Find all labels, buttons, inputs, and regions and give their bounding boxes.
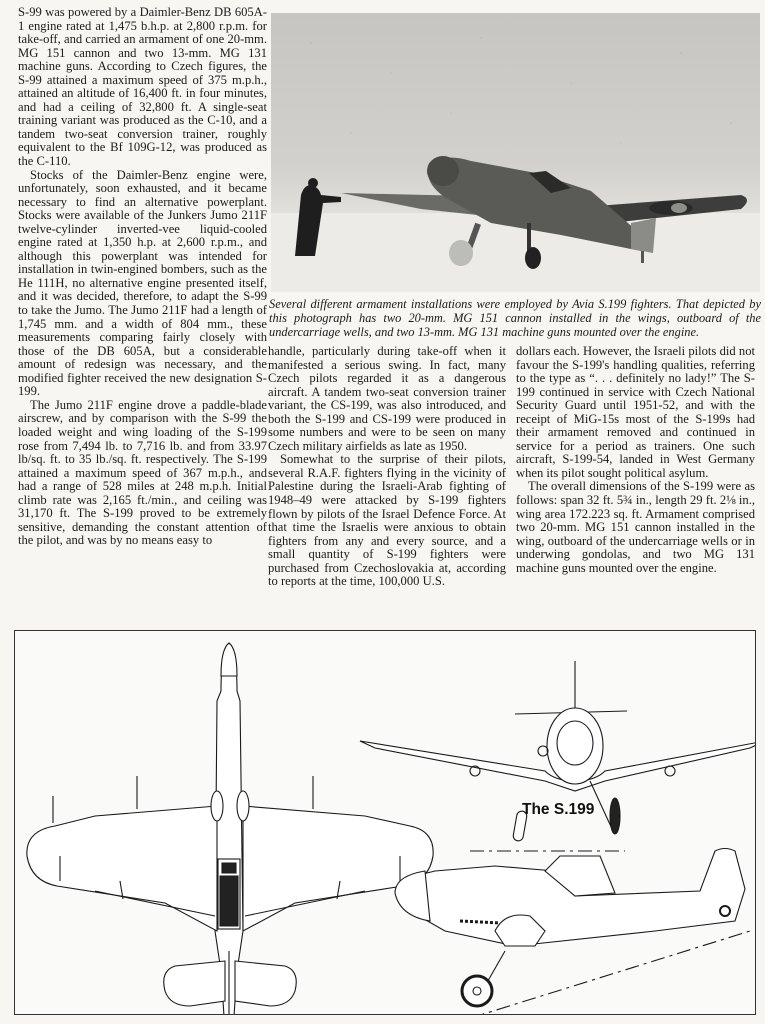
front-view	[360, 661, 755, 851]
article-column-right	[516, 345, 755, 575]
paragraph: Somewhat to the surprise of their pilots, several R.A.F. fighters flying in the vicinity of Palestine during the Israeli-Arab fighting of 1948–49 were attacked by S-199 fighters flown by pilots of the Israel Defence Force. At that time the Israelis were anxious to obtain fighters from any and every source, and a small quantity of S-199 fighters were purchased from Czechoslovakia at, according to reports at the time, 100,000 U.S.	[268, 452, 506, 589]
three-view-drawing	[14, 630, 756, 1015]
article-column-left	[18, 6, 267, 548]
paragraph: The Jumo 211F engine drove a paddle-blade airscrew, and by comparison with the S-99 the loaded weight and wing loading of the S-199 rose from 7,494 lb. to 7,716 lb. and from 33.97 lb/sq. ft. to 35 lb./sq. ft. respectively. The S-199 attained a maximum speed of 367 m.p.h., and had a range of 528 miles at 248 m.p.h. Initial climb rate was 2,165 ft./min., and ceiling was 31,170 ft. The S-199 proved to be extremely sensitive, demanding the constant attention of the pilot, and was by no means easy to	[18, 397, 267, 548]
aircraft-photo	[271, 13, 760, 292]
plan-view	[27, 643, 433, 1014]
drawing-title: The S.199	[522, 801, 595, 818]
side-profile	[395, 849, 750, 1015]
paragraph: handle, particularly during take-off when it manifested a serious swing. In fact, many Czech pilots regarded it as a dangerous aircraft. A tandem two-seat conversion trainer variant, the CS-199, was also introduced, and both the S-199 and CS-199 were produced in some numbers and were to be seen on many Czech military airfields as late as 1950.	[268, 344, 506, 453]
paragraph: dollars each. However, the Israeli pilots did not favour the S-199's handling qualities, referring to the type as “. . . definitely no lady!” The S-199 continued in service with Czech National Security Guard until 1951-52, and with the receipt of MiG-15s most of the S-199s had their armament removed and continued in service for a period as trainers. One such aircraft, S-199-54, landed in West Germany when its pilot sought political asylum.	[516, 344, 755, 480]
paragraph: S-99 was powered by a Daimler-Benz DB 605A-1 engine rated at 1,475 b.h.p. at 2,800 r.p.m. for take-off, and carried an armament of one 20-mm. MG 151 cannon and two 13-mm. MG 131 machine guns. According to Czech figures, the S-99 attained a maximum speed of 375 m.p.h., attained an altitude of 16,400 ft. in four minutes, and had a ceiling of 32,800 ft. A single-seat training variant was produced as the C-10, and a tandem two-seat conversion trainer, roughly equivalent to the Bf 109G-12, was produced as the C-110.	[18, 5, 267, 169]
paragraph: The overall dimensions of the S-199 were as follows: span 32 ft. 5¾ in., length 29 ft. 2⅛ in., wing area 172.223 sq. ft. Armament comprised two 20-mm. MG 151 cannon installed in the wing, outboard of the undercarriage wells or in underwing gondolas, and two MG 131 machine guns mounted over the engine.	[516, 479, 755, 575]
photo-caption: Several different armament installations were employed by Avia S.199 fighters. That depicted by this photograph has two 20-mm. MG 151 cannon installed in the wings, outboard of the undercarriage wells, and two 13-mm. MG 131 machine guns mounted over the engine.	[269, 297, 761, 339]
paragraph: Stocks of the Daimler-Benz engine were, unfortunately, soon exhausted, and it became necessary to find an alternative powerplant. Stocks were available of the Junkers Jumo 211F twelve-cylinder inverted-vee liquid-cooled engine rated at 1,350 h.p. at 2,600 r.p.m., and although this powerplant was intended for installation in twin-engined bombers, such as the He 111H, no alternative engine presented itself, and it was decided, therefore, to adapt the S-99 to take the Jumo. The Jumo 211F had a length of 1,745 mm. and a width of 804 mm., these measurements comparing fairly closely with those of the DB 605A, but a considerable amount of redesign was necessary, and the modified fighter received the new designation S-199.	[18, 167, 267, 399]
article-column-middle	[268, 345, 506, 589]
